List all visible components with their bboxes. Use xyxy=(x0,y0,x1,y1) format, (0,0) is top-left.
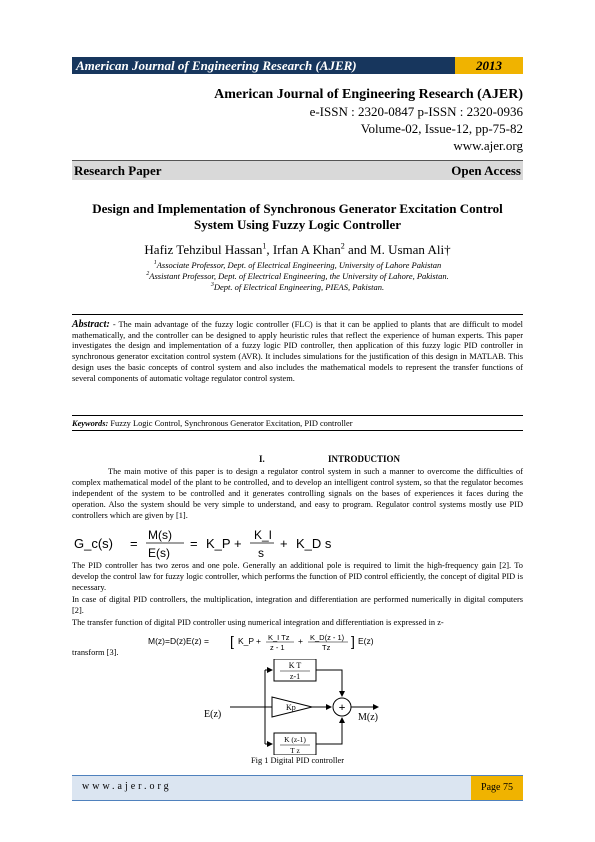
banner-year: 2013 xyxy=(455,57,523,74)
derivative-block-den: T z xyxy=(290,746,300,755)
journal-banner xyxy=(72,57,523,74)
abstract-top-rule xyxy=(72,314,523,315)
affiliation-1 xyxy=(72,260,523,271)
paper-title-line-1: Design and Implementation of Synchronous Generator Excitation Control xyxy=(92,201,503,216)
intro-paragraph-5: transform [3]. xyxy=(72,648,119,657)
issn: e-ISSN : 2320-0847 p-ISSN : 2320-0936 xyxy=(309,104,523,119)
eq2-bracket-close: ] xyxy=(351,633,355,649)
section-heading xyxy=(72,454,523,466)
affiliation-1-sup: 1 xyxy=(153,260,157,267)
eq1-kp: K_P xyxy=(206,536,231,551)
eq2-rhs: E(z) xyxy=(358,636,374,646)
eq2-kd-num: K_D(z - 1) xyxy=(310,633,345,642)
keywords-label: Keywords: xyxy=(72,419,109,428)
affiliation-3-sup: 3 xyxy=(210,282,214,289)
intro-paragraph-3: In case of digital PID controllers, the multiplication, integration and differentiation are performed numerically in digital computers [2]. xyxy=(72,595,523,615)
eq1-ki-den: s xyxy=(258,546,264,560)
abstract xyxy=(72,320,523,384)
intro-paragraph-1: The main motive of this paper is to design a regulator control system in such a manner to overcome the difficulties of complex mathematical model of the plant to be controlled, and to develop an intelligent control system, so that the regulator becomes independent of the system to be controlled and it generates controlling signals on the bases of experiences it faces during the operation. Also the system should be very simple to understand, and easy to program. Regulator control systems mostly use PID controllers which are given by [1]. xyxy=(72,467,523,520)
open-access-label: Open Access xyxy=(451,162,521,178)
section-number: I. xyxy=(259,454,265,464)
eq1-equals-2: = xyxy=(190,536,198,551)
research-paper-bar xyxy=(72,160,523,180)
banner-journal-name: American Journal of Engineering Research (AJER) xyxy=(76,58,357,73)
keywords xyxy=(72,418,523,429)
top-to-sum-arrow xyxy=(316,670,342,696)
author-3: and M. Usman Ali† xyxy=(344,242,451,257)
abstract-label: Abstract: xyxy=(72,319,110,330)
eq1-kd: K_D s xyxy=(296,536,332,551)
eq2-kd-den: Tz xyxy=(322,643,331,651)
eq2-ki-num: K_I Tz xyxy=(268,633,290,642)
eq1-plus-2: + xyxy=(280,536,288,551)
abstract-text: - The main advantage of the fuzzy logic controller (FLC) is that it can be applied to plants that are difficult to model mathematically, and the controller can be designed to apply heuristic rules that reflect the experience of human experts. This paper investigates the design and implementation of a fuzzy logic PID controller, then application of this fuzzy logic PID controller in synchronous generator excitation control system (AVR). It includes simulations for the justification of this design in MATLAB. This design uses the basic concepts of control system and also includes the mathematical models to represent the transfer functions of several components of automatic voltage regulator control system. xyxy=(72,320,523,383)
journal-title: American Journal of Engineering Research (AJER) xyxy=(214,87,523,102)
affiliation-1-text: Associate Professor, Dept. of Electrical Engineering, University of Lahore Pakistan xyxy=(156,260,442,270)
digital-pid-diagram xyxy=(200,659,390,755)
affiliation-2-sup: 2 xyxy=(146,271,150,278)
eq2-kp: K_P xyxy=(238,636,255,646)
integral-block-den: z-1 xyxy=(289,672,301,681)
footer-page-number: Page 75 xyxy=(471,776,523,800)
eq2-plus-1: + xyxy=(256,636,261,646)
eq1-frac-num: M(s) xyxy=(148,528,172,542)
paper-type: Research Paper xyxy=(74,162,162,178)
eq2-ki-den: z - 1 xyxy=(270,643,285,651)
proportional-gain-label: Kp xyxy=(286,703,296,712)
eq1-equals-1: = xyxy=(130,536,138,551)
affiliation-2 xyxy=(72,271,523,282)
journal-info xyxy=(214,86,523,154)
input-label: E(z) xyxy=(204,709,222,720)
volume-info: Volume-02, Issue-12, pp-75-82 xyxy=(360,121,523,136)
keywords-bottom-rule xyxy=(72,430,523,431)
author-1: Hafiz Tehzibul Hassan xyxy=(144,242,263,257)
paper-title-line-2: System Using Fuzzy Logic Controller xyxy=(193,217,402,232)
eq1-plus-1: + xyxy=(234,536,242,551)
author-2: , Irfan A Khan xyxy=(266,242,341,257)
eq2-lhs: M(z)=D(z)E(z) = xyxy=(148,636,209,646)
figure-caption: Fig 1 Digital PID controller xyxy=(250,756,345,765)
author-1-sup: 1 xyxy=(262,241,267,251)
journal-website[interactable]: www.ajer.org xyxy=(453,138,523,153)
output-label: M(z) xyxy=(358,712,378,723)
summing-junction-symbol: + xyxy=(338,700,346,714)
eq1-lhs: G_c(s) xyxy=(74,536,113,551)
affiliation-2-text: Assistant Professor, Dept. of Electrical Engineering, the University of Lahore, Pakistan. xyxy=(149,271,449,281)
page-footer xyxy=(72,775,523,801)
paper-title xyxy=(72,201,523,233)
authors xyxy=(72,242,523,258)
bottom-to-sum-arrow xyxy=(316,718,342,744)
derivative-block-num: K (z-1) xyxy=(284,735,306,744)
equation-pid-continuous xyxy=(72,527,372,561)
integral-block-num: K T xyxy=(288,661,302,670)
section-title: INTRODUCTION xyxy=(328,454,401,464)
affiliation-3 xyxy=(72,282,523,293)
eq1-frac-den: E(s) xyxy=(148,546,170,560)
eq1-ki-num: K_I xyxy=(254,528,273,542)
footer-website[interactable]: www.ajer.org xyxy=(82,781,172,792)
keywords-top-rule xyxy=(72,415,523,416)
intro-paragraph-4: The transfer function of digital PID controller using numerical integration and differentiation is expressed in z- xyxy=(72,618,444,627)
intro-paragraph-2: The PID controller has two zeros and one pole. Generally an additional pole is required to limit the high-frequency gain [2]. To develop the control law for fuzzy logic controller, which performs the function of PID control efficiently, the concept of digital PID is necessary. xyxy=(72,561,523,592)
eq2-bracket-open: [ xyxy=(230,633,234,649)
affiliation-3-text: Dept. of Electrical Engineering, PIEAS, Pakistan. xyxy=(213,282,385,292)
keywords-text: Fuzzy Logic Control, Synchronous Generator Excitation, PID controller xyxy=(108,419,353,428)
eq2-plus-2: + xyxy=(298,636,303,646)
author-2-sup: 2 xyxy=(340,241,345,251)
